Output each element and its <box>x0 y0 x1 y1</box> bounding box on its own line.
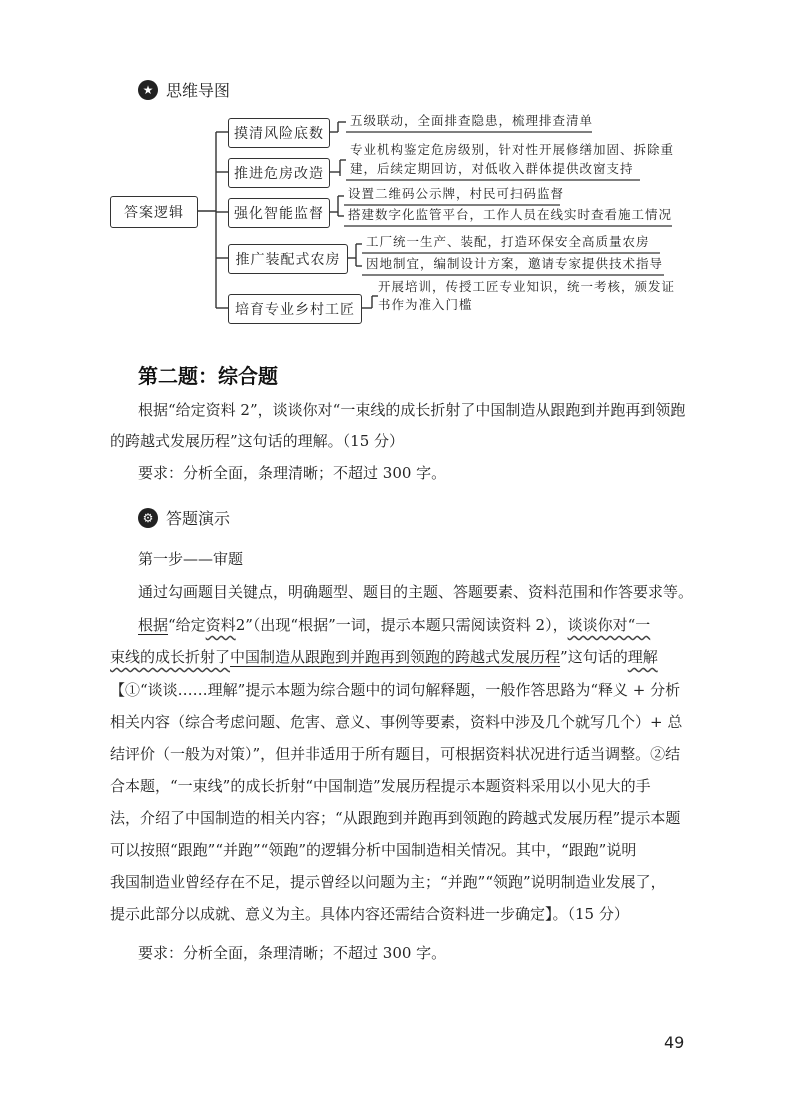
question-prompt-line2: 的跨越式发展历程”这句话的理解。（15 分） <box>110 432 405 450</box>
mindmap-leaf: 设置二维码公示牌，村民可扫码监督 <box>348 186 565 201</box>
mindmap-root <box>110 196 198 228</box>
mindmap-leaf: 工厂统一生产、装配，打造环保安全高质量农房 <box>366 234 650 249</box>
mindmap-leaf: 五级联动，全面排查隐患，梳理排查清单 <box>350 113 594 128</box>
star-icon: ★ <box>138 80 158 100</box>
mindmap-branch <box>228 198 330 228</box>
keyword-material: 资料 <box>205 616 236 634</box>
question-prompt-line1: 根据“给定资料 2”，谈谈你对“一束线的成长折射了中国制造从跟跑到并跑再到领跑 <box>138 401 686 419</box>
mindmap-leaf: 书作为准入门槛 <box>378 297 473 312</box>
step-intro: 通过勾画题目关键点，明确题型、题目的主题、答题要素、资料范围和作答要求等。 <box>138 583 694 601</box>
analysis-line: 可以按照“跟跑”“并跑”“领跑”的逻辑分析中国制造相关情况。其中，“跟跑”说明 <box>110 841 637 859</box>
step-title: 第一步——审题 <box>138 550 244 568</box>
text-segment: “给定 <box>168 616 206 634</box>
keyword-made-in-china: 中国制造从跟跑到并跑再到领跑的跨越式发展历程 <box>230 648 561 666</box>
analysis-line: 合本题，“一束线”的成长折射“中国制造”发展历程提示本题资料采用以小见大的手 <box>110 777 651 795</box>
mindmap-branch-label: 培育专业乡村工匠 <box>235 302 355 318</box>
mindmap-leaf: 专业机构鉴定危房级别，针对性开展修缮加固、拆除重 <box>350 142 675 157</box>
page-number: 49 <box>664 1033 685 1052</box>
demo-header <box>138 506 230 529</box>
analysis-line: 相关内容（综合考虑问题、危害、意义、事例等要素，资料中涉及几个就写几个）+ 总 <box>110 713 683 731</box>
analysis-line: 法，介绍了中国制造的相关内容；“从跟跑到并跑再到领跑的跨越式发展历程”提示本题 <box>110 809 681 827</box>
analysis-line: 提示此部分以成就、意义为主。具体内容还需结合资料进一步确定】。（15 分） <box>110 905 629 923</box>
mindmap-branch <box>228 294 362 324</box>
mindmap-branch <box>228 244 348 274</box>
mindmap-branch <box>228 118 330 148</box>
question-title: 第二题：综合题 <box>138 364 278 388</box>
mindmap-branch-label: 摸清风险底数 <box>234 126 324 142</box>
mindmap-header-title: 思维导图 <box>166 81 231 100</box>
text-segment: 2”（出现“根据”一词，提示本题只需阅读资料 2）， <box>235 616 568 634</box>
demo-requirement: 要求：分析全面，条理清晰；不超过 300 字。 <box>138 944 447 962</box>
mindmap-branch-label: 推进危房改造 <box>234 166 324 182</box>
mindmap-leaf: 开展培训，传授工匠专业知识，统一考核，颁发证 <box>378 279 676 294</box>
question-requirement: 要求：分析全面，条理清晰；不超过 300 字。 <box>138 464 447 482</box>
mindmap-root-label: 答案逻辑 <box>124 205 184 221</box>
analysis-line: 我国制造业曾经存在不足，提示曾经以问题为主；“并跑”“领跑”说明制造业发展了， <box>110 873 666 891</box>
gear-icon: ⚙ <box>138 508 158 528</box>
annotated-line-1 <box>138 610 650 640</box>
mindmap-leaf: 因地制宜，编制设计方案，邀请专家提供技术指导 <box>366 256 664 271</box>
keyword-understanding: 理解 <box>627 648 658 666</box>
demo-header-title: 答题演示 <box>166 509 231 528</box>
mindmap-branch-label: 推广装配式农房 <box>235 252 341 268</box>
analysis-line: 结评价（一般为对策）”，但并非适用于所有题目，可根据资料状况进行适当调整。②结 <box>110 745 681 763</box>
mindmap-leaf: 建，后续定期回访，对低收入群体提供改窗支持 <box>350 161 634 176</box>
text-segment: ”这句话的 <box>560 648 628 666</box>
mindmap-branch <box>228 158 330 188</box>
keyword-according: 根据 <box>138 616 169 634</box>
annotated-line-2 <box>110 642 658 672</box>
mindmap-branch-label: 强化智能监督 <box>234 206 324 222</box>
keyword-line-growth: 束线的成长折射了 <box>110 648 231 666</box>
mindmap-leaf: 搭建数字化监管平台，工作人员在线实时查看施工情况 <box>348 207 673 222</box>
analysis-line: 【①“谈谈……理解”提示本题为综合题中的词句解释题，一般作答思路为“释义 + 分析 <box>110 681 681 699</box>
keyword-talk: 谈谈你对“一 <box>567 616 651 634</box>
